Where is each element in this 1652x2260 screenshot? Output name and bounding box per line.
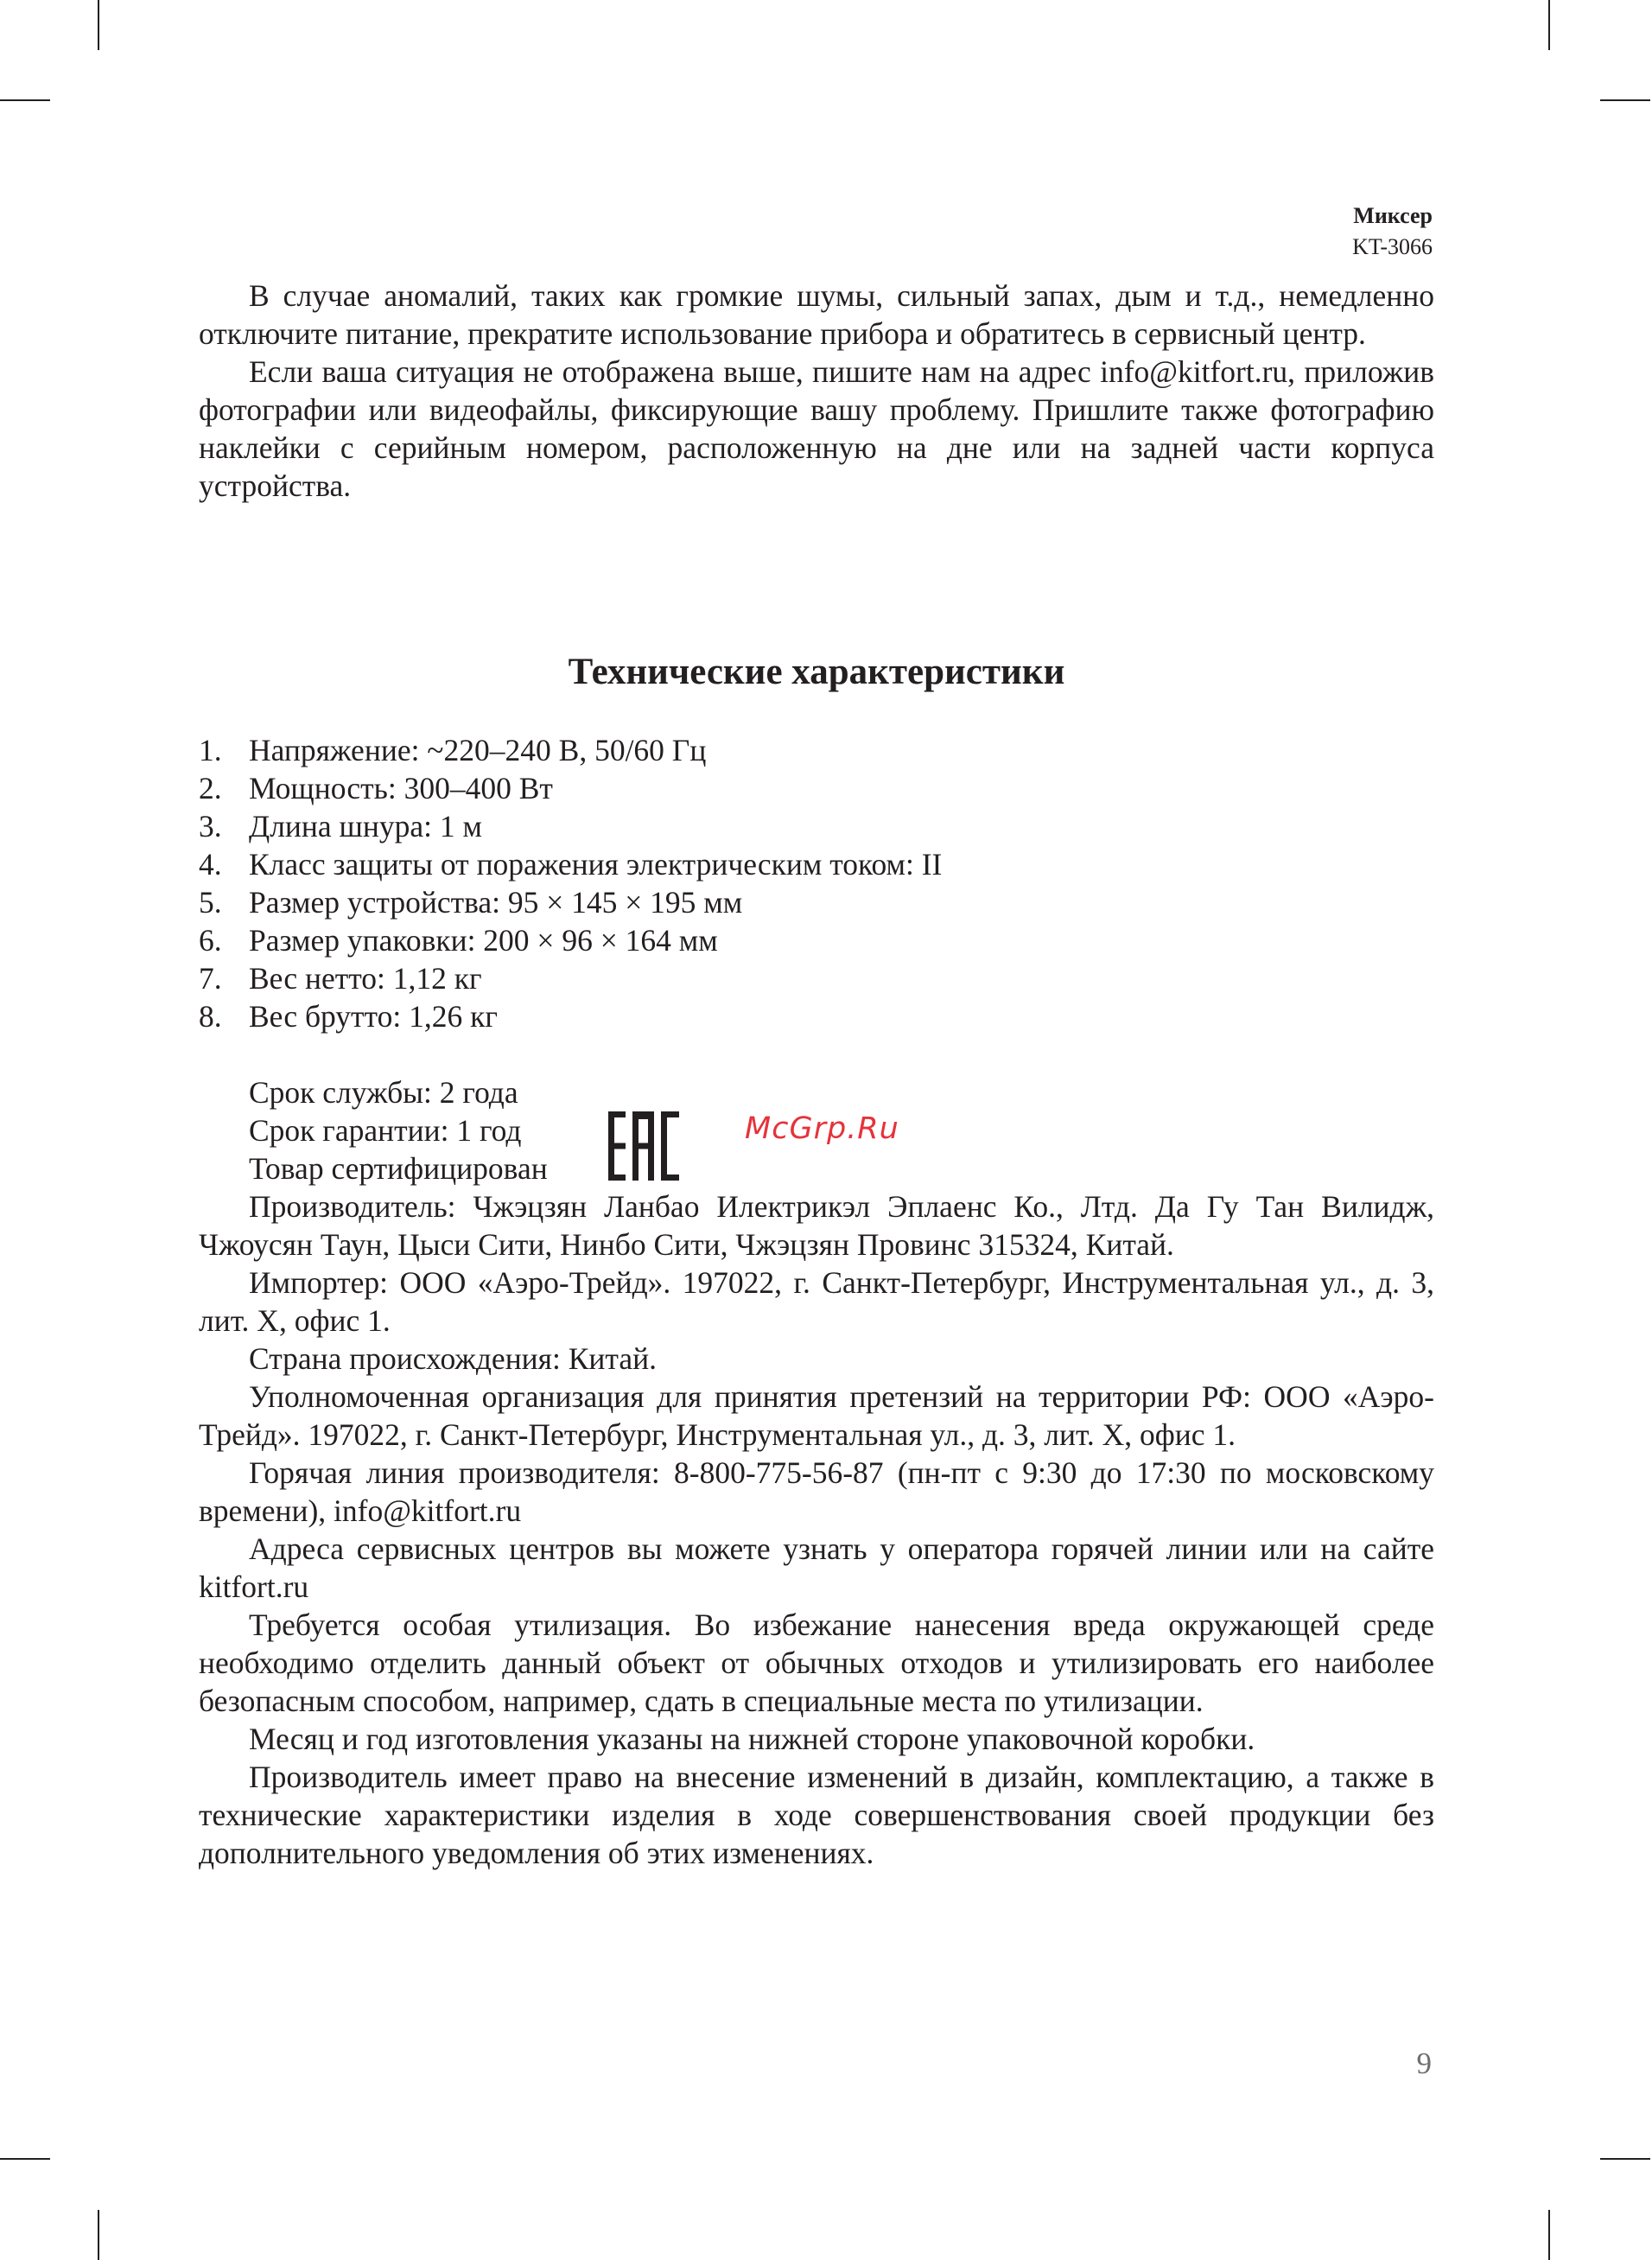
list-item (199, 845, 1434, 883)
crop-mark (1600, 2158, 1650, 2160)
eac-mark-icon (608, 1111, 679, 1181)
paragraph: Производитель имеет право на внесение изменений в дизайн, комплектацию, а также в технические характеристики изделия в ходе совершенствования своей продукции без дополнительного уведомления об этих изменениях. (199, 1760, 1434, 1870)
product-name: Миксер (1353, 203, 1433, 228)
list-number: 8. (199, 999, 222, 1034)
crop-mark (0, 99, 50, 101)
list-item (199, 769, 1434, 807)
paragraph: Горячая линия производителя: 8-800-775-56-87 (пн-пт с 9:30 до 17:30 по московскому времени), info@kitfort.ru (199, 1455, 1434, 1528)
list-item (199, 921, 1434, 959)
crop-mark (1600, 99, 1650, 101)
crop-mark (1548, 0, 1550, 50)
list-text: Вес брутто: 1,26 кг (249, 999, 498, 1034)
paragraph: Если ваша ситуация не отображена выше, пишите нам на адрес info@kitfort.ru, приложив фотографии или видеофайлы, фиксирующие вашу проблему. Пришлите также фотографию наклейки с серийным номером, расположенную на дне или на задней части корпуса устройства. (199, 354, 1434, 503)
list-text: Размер устройства: 95 × 145 × 195 мм (249, 885, 743, 920)
list-text: Мощность: 300–400 Вт (249, 771, 553, 805)
paragraph: Страна происхождения: Китай. (249, 1341, 658, 1376)
running-header (1352, 201, 1433, 263)
list-number: 3. (199, 809, 222, 844)
crop-mark (98, 2210, 99, 2260)
list-text: Напряжение: ~220–240 В, 50/60 Гц (249, 733, 707, 767)
list-number: 2. (199, 771, 222, 805)
certification: Товар сертифицирован (249, 1151, 548, 1186)
crop-mark (98, 0, 99, 50)
warranty: Срок гарантии: 1 год (249, 1113, 522, 1148)
list-number: 1. (199, 733, 222, 767)
watermark: McGrp.Ru (745, 1111, 899, 1146)
list-number: 6. (199, 923, 222, 958)
paragraph: В случае аномалий, таких как громкие шумы, сильный запах, дым и т.д., немедленно отключите питание, прекратите использование прибора и обратитесь в сервисный центр. (199, 278, 1434, 351)
paragraph: Производитель: Чжэцзян Ланбао Илектрикэл Эплаенс Ко., Лтд. Да Гу Тан Вилидж, Чжоусян Таун, Цыси Сити, Нинбо Сити, Чжэцзян Провинс 315324, Китай. (199, 1189, 1434, 1262)
service-life: Срок службы: 2 года (249, 1075, 518, 1110)
spec-list (199, 731, 1434, 1035)
list-text: Класс защиты от поражения электрическим током: II (249, 847, 943, 882)
list-item (199, 731, 1434, 769)
list-text: Размер упаковки: 200 × 96 × 164 мм (249, 923, 718, 958)
intro-text (199, 277, 1434, 505)
paragraph: Месяц и год изготовления указаны на нижней стороне упаковочной коробки. (249, 1722, 1255, 1756)
crop-mark (1548, 2210, 1550, 2260)
manufacturer-info (199, 1187, 1434, 1872)
list-text: Длина шнура: 1 м (249, 809, 482, 844)
paragraph: Требуется особая утилизация. Во избежание нанесения вреда окружающей среде необходимо отделить данный объект от обычных отходов и утилизировать его наиболее безопасным способом, например, сдать в специальные места по утилизации. (199, 1607, 1434, 1718)
list-number: 7. (199, 961, 222, 996)
paragraph: Уполномоченная организация для принятия претензий на территории РФ: ООО «Аэро-Трейд». 197022, г. Санкт-Петербург, Инструментальная ул., д. 3, лит. Х, офис 1. (199, 1379, 1434, 1452)
list-text: Вес нетто: 1,12 кг (249, 961, 482, 996)
paragraph: Импортер: ООО «Аэро-Трейд». 197022, г. Санкт-Петербург, Инструментальная ул., д. 3, лит. Х, офис 1. (199, 1265, 1434, 1338)
page-number: 9 (1416, 2047, 1432, 2080)
crop-mark (0, 2158, 50, 2160)
list-item (199, 997, 1434, 1035)
list-item (199, 883, 1434, 921)
model-number: KT-3066 (1352, 234, 1433, 259)
section-title: Технические характеристики (568, 652, 1065, 692)
paragraph: Адреса сервисных центров вы можете узнать у оператора горячей линии или на сайте kitfort.ru (199, 1531, 1434, 1604)
list-item (199, 959, 1434, 997)
list-number: 5. (199, 885, 222, 920)
list-item (199, 807, 1434, 845)
list-number: 4. (199, 847, 222, 882)
